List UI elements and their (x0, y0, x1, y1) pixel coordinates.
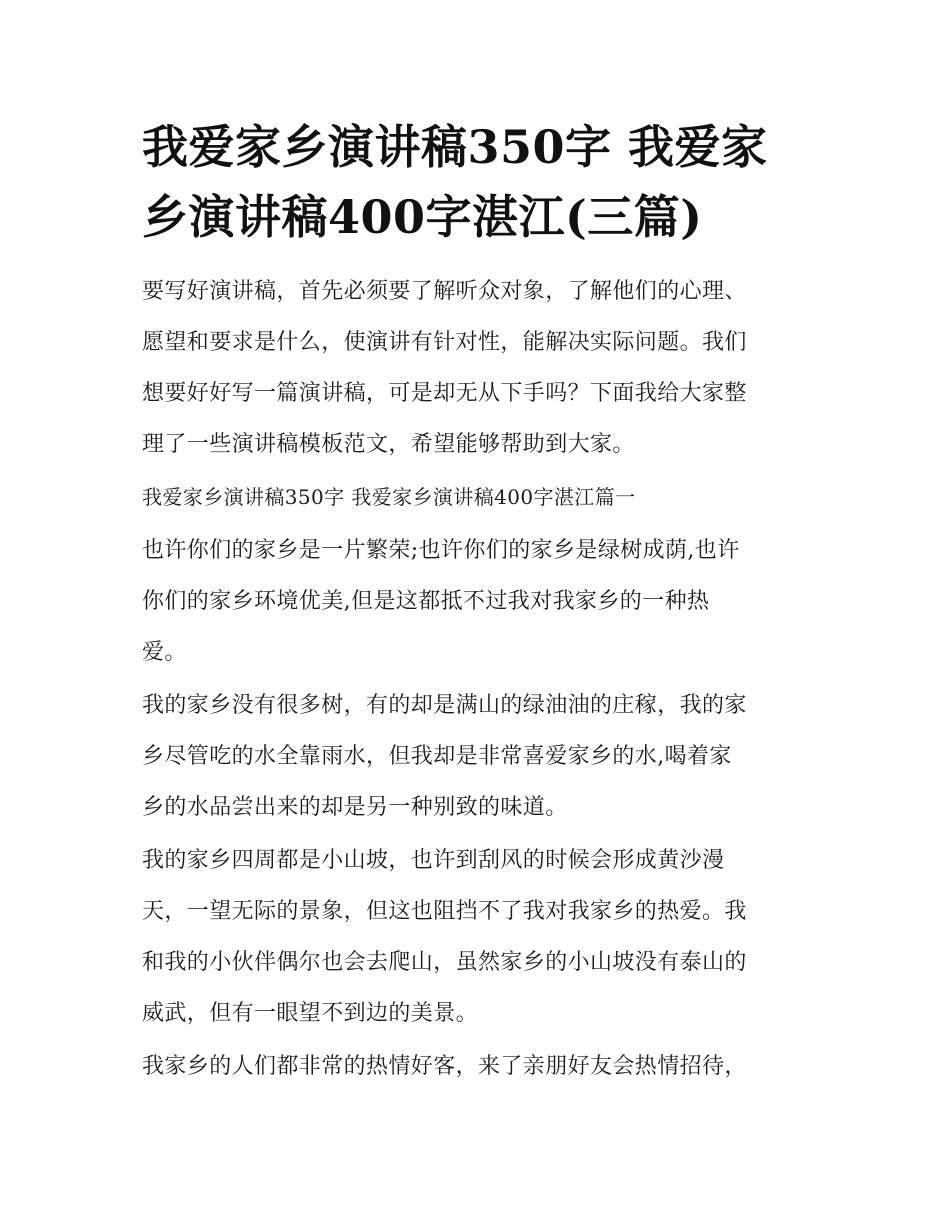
text-line: 我的家乡四周都是小山坡，也许到刮风的时候会形成黄沙漫 (142, 848, 725, 873)
text-line: 和我的小伙伴偶尔也会去爬山，虽然家乡的小山坡没有泰山的 (142, 950, 747, 975)
text-line: 也许你们的家乡是一片繁荣;也许你们的家乡是绿树成荫,也许 (142, 538, 740, 563)
text-line: 爱。 (142, 640, 187, 665)
text-line: 天，一望无际的景象，但这也阻挡不了我对我家乡的热爱。我 (142, 899, 747, 924)
text-line: 威武，但有一眼望不到边的美景。 (142, 1001, 479, 1026)
body-paragraph (142, 835, 814, 1039)
text-line: 想要好好写一篇演讲稿，可是却无从下手吗？下面我给大家整 (142, 381, 747, 406)
text-line: 你们的家乡环境优美,但是这都抵不过我对我家乡的一种热 (142, 589, 710, 614)
section-heading-text: 我爱家乡演讲稿350字 我爱家乡演讲稿400字湛江篇一 (142, 485, 636, 509)
text-line: 乡的水品尝出来的却是另一种别致的味道。 (142, 795, 568, 820)
text-line: 理了一些演讲稿模板范文，希望能够帮助到大家。 (142, 432, 635, 457)
text-line: 我的家乡没有很多树，有的却是满山的绿油油的庄稼，我的家 (142, 693, 747, 718)
body-paragraph (142, 1041, 814, 1092)
title-line: 我爱家乡演讲稿350字 我爱家 (142, 120, 768, 174)
text-line: 乡尽管吃的水全靠雨水，但我却是非常喜爱家乡的水,喝着家 (142, 744, 732, 769)
body-paragraph (142, 680, 814, 833)
document-body (142, 266, 814, 1092)
body-paragraph (142, 525, 814, 678)
document-title (142, 112, 814, 252)
intro-paragraph (142, 266, 814, 470)
text-line: 要写好演讲稿，首先必须要了解听众对象，了解他们的心理、 (142, 279, 747, 304)
text-line: 我家乡的人们都非常的热情好客，来了亲朋好友会热情招待， (142, 1054, 747, 1079)
title-line: 乡演讲稿400字湛江(三篇) (142, 190, 703, 244)
section-heading (142, 472, 814, 523)
text-line: 愿望和要求是什么，使演讲有针对性，能解决实际问题。我们 (142, 330, 747, 355)
document-page (142, 112, 814, 1094)
